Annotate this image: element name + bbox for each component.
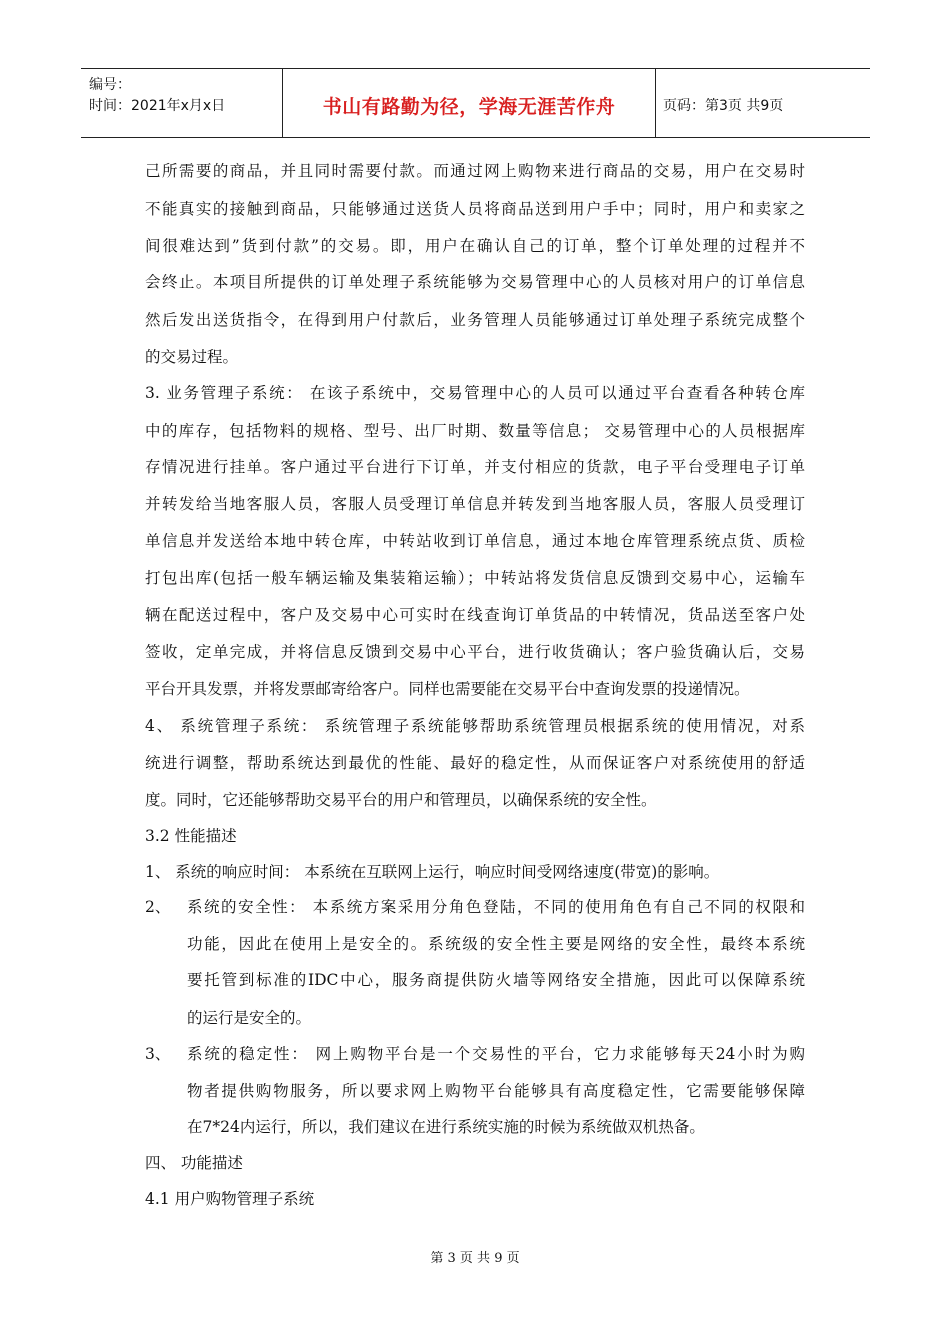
section-heading-4-1: 4.1 用户购物管理子系统	[145, 1190, 315, 1208]
list-item-stability: 系统的稳定性： 网上购物平台是一个交易性的平台，它力求能够每天24小时为购	[187, 1045, 805, 1063]
body-line: 统进行调整，帮助系统达到最优的性能、最好的稳定性，从而保证客户对系统使用的舒适	[145, 754, 805, 772]
body-line: 间很难达到”货到付款”的交易。即，用户在确认自己的订单，整个订单处理的过程并不	[145, 237, 805, 255]
page-number-label: 页码：第3页 共9页	[663, 98, 784, 114]
body-line: 物者提供购物服务，所以要求网上购物平台能够具有高度稳定性，它需要能够保障	[187, 1082, 805, 1100]
body-line: 然后发出送货指令，在得到用户付款后，业务管理人员能够通过订单处理子系统完成整个	[145, 311, 805, 329]
page-footer: 第 3 页 共 9 页	[430, 1251, 520, 1266]
body-line: 平台开具发票，并将发票邮寄给客户。同样也需要能在交易平台中查询发票的投递情况。	[145, 680, 750, 698]
body-line: 在7*24内运行，所以，我们建议在进行系统实施的时候为系统做双机热备。	[187, 1118, 705, 1136]
list-item-response-time: 1、 系统的响应时间： 本系统在互联网上运行，响应时间受网络速度(带宽)的影响。	[145, 863, 720, 881]
section-heading-4: 四、 功能描述	[145, 1154, 243, 1172]
body-line: 功能，因此在使用上是安全的。系统级的安全性主要是网络的安全性，最终本系统	[187, 935, 805, 953]
body-line: 己所需要的商品，并且同时需要付款。而通过网上购物来进行商品的交易，用户在交易时	[145, 162, 805, 180]
body-line: 的交易过程。	[145, 348, 239, 366]
time-label: 时间：2021年x月x日	[89, 98, 226, 114]
page-header	[81, 68, 870, 138]
motto: 书山有路勤为径，学海无涯苦作舟	[322, 96, 616, 118]
body-line: 不能真实的接触到商品，只能够通过送货人员将商品送到用户手中；同时，用户和卖家之	[145, 200, 805, 218]
body-line: 会终止。本项目所提供的订单处理子系统能够为交易管理中心的人员核对用户的订单信息	[145, 273, 805, 291]
body-line: 单信息并发送给本地中转仓库，中转站收到订单信息，通过本地仓库管理系统点货、质检	[145, 532, 805, 550]
list-item-security: 系统的安全性： 本系统方案采用分角色登陆，不同的使用角色有自己不同的权限和	[187, 898, 805, 916]
section-heading-business: 3. 业务管理子系统： 在该子系统中，交易管理中心的人员可以通过平台查看各种转仓库	[145, 384, 805, 402]
list-number: 3、	[145, 1045, 171, 1063]
body-line: 度。同时，它还能够帮助交易平台的用户和管理员，以确保系统的安全性。	[145, 791, 657, 809]
body-line: 的运行是安全的。	[187, 1009, 312, 1027]
number-label: 编号：	[89, 77, 131, 93]
body-line: 并转发给当地客服人员，客服人员受理订单信息并转发到当地客服人员，客服人员受理订	[145, 495, 805, 513]
header-meta-cell	[81, 69, 282, 137]
list-number: 2、	[145, 898, 171, 916]
body-line: 存情况进行挂单。客户通过平台进行下订单，并支付相应的货款，电子平台受理电子订单	[145, 458, 805, 476]
body-line: 打包出库(包括一般车辆运输及集装箱运输）；中转站将发货信息反馈到交易中心，运输车	[145, 569, 805, 587]
body-line: 签收，定单完成，并将信息反馈到交易中心平台，进行收货确认；客户验货确认后，交易	[145, 643, 805, 661]
section-heading-system-mgmt: 4、 系统管理子系统： 系统管理子系统能够帮助系统管理员根据系统的使用情况，对系	[145, 717, 805, 735]
header-motto-cell	[282, 69, 656, 137]
body-line: 中的库存，包括物料的规格、型号、出厂时期、数量等信息； 交易管理中心的人员根据库	[145, 422, 805, 440]
body-line: 要托管到标准的IDC中心，服务商提供防火墙等网络安全措施，因此可以保障系统	[187, 971, 805, 989]
section-heading-3-2: 3.2 性能描述	[145, 827, 237, 845]
header-page-cell	[655, 69, 870, 137]
body-line: 辆在配送过程中，客户及交易中心可实时在线查询订单货品的中转情况，货品送至客户处	[145, 606, 805, 624]
